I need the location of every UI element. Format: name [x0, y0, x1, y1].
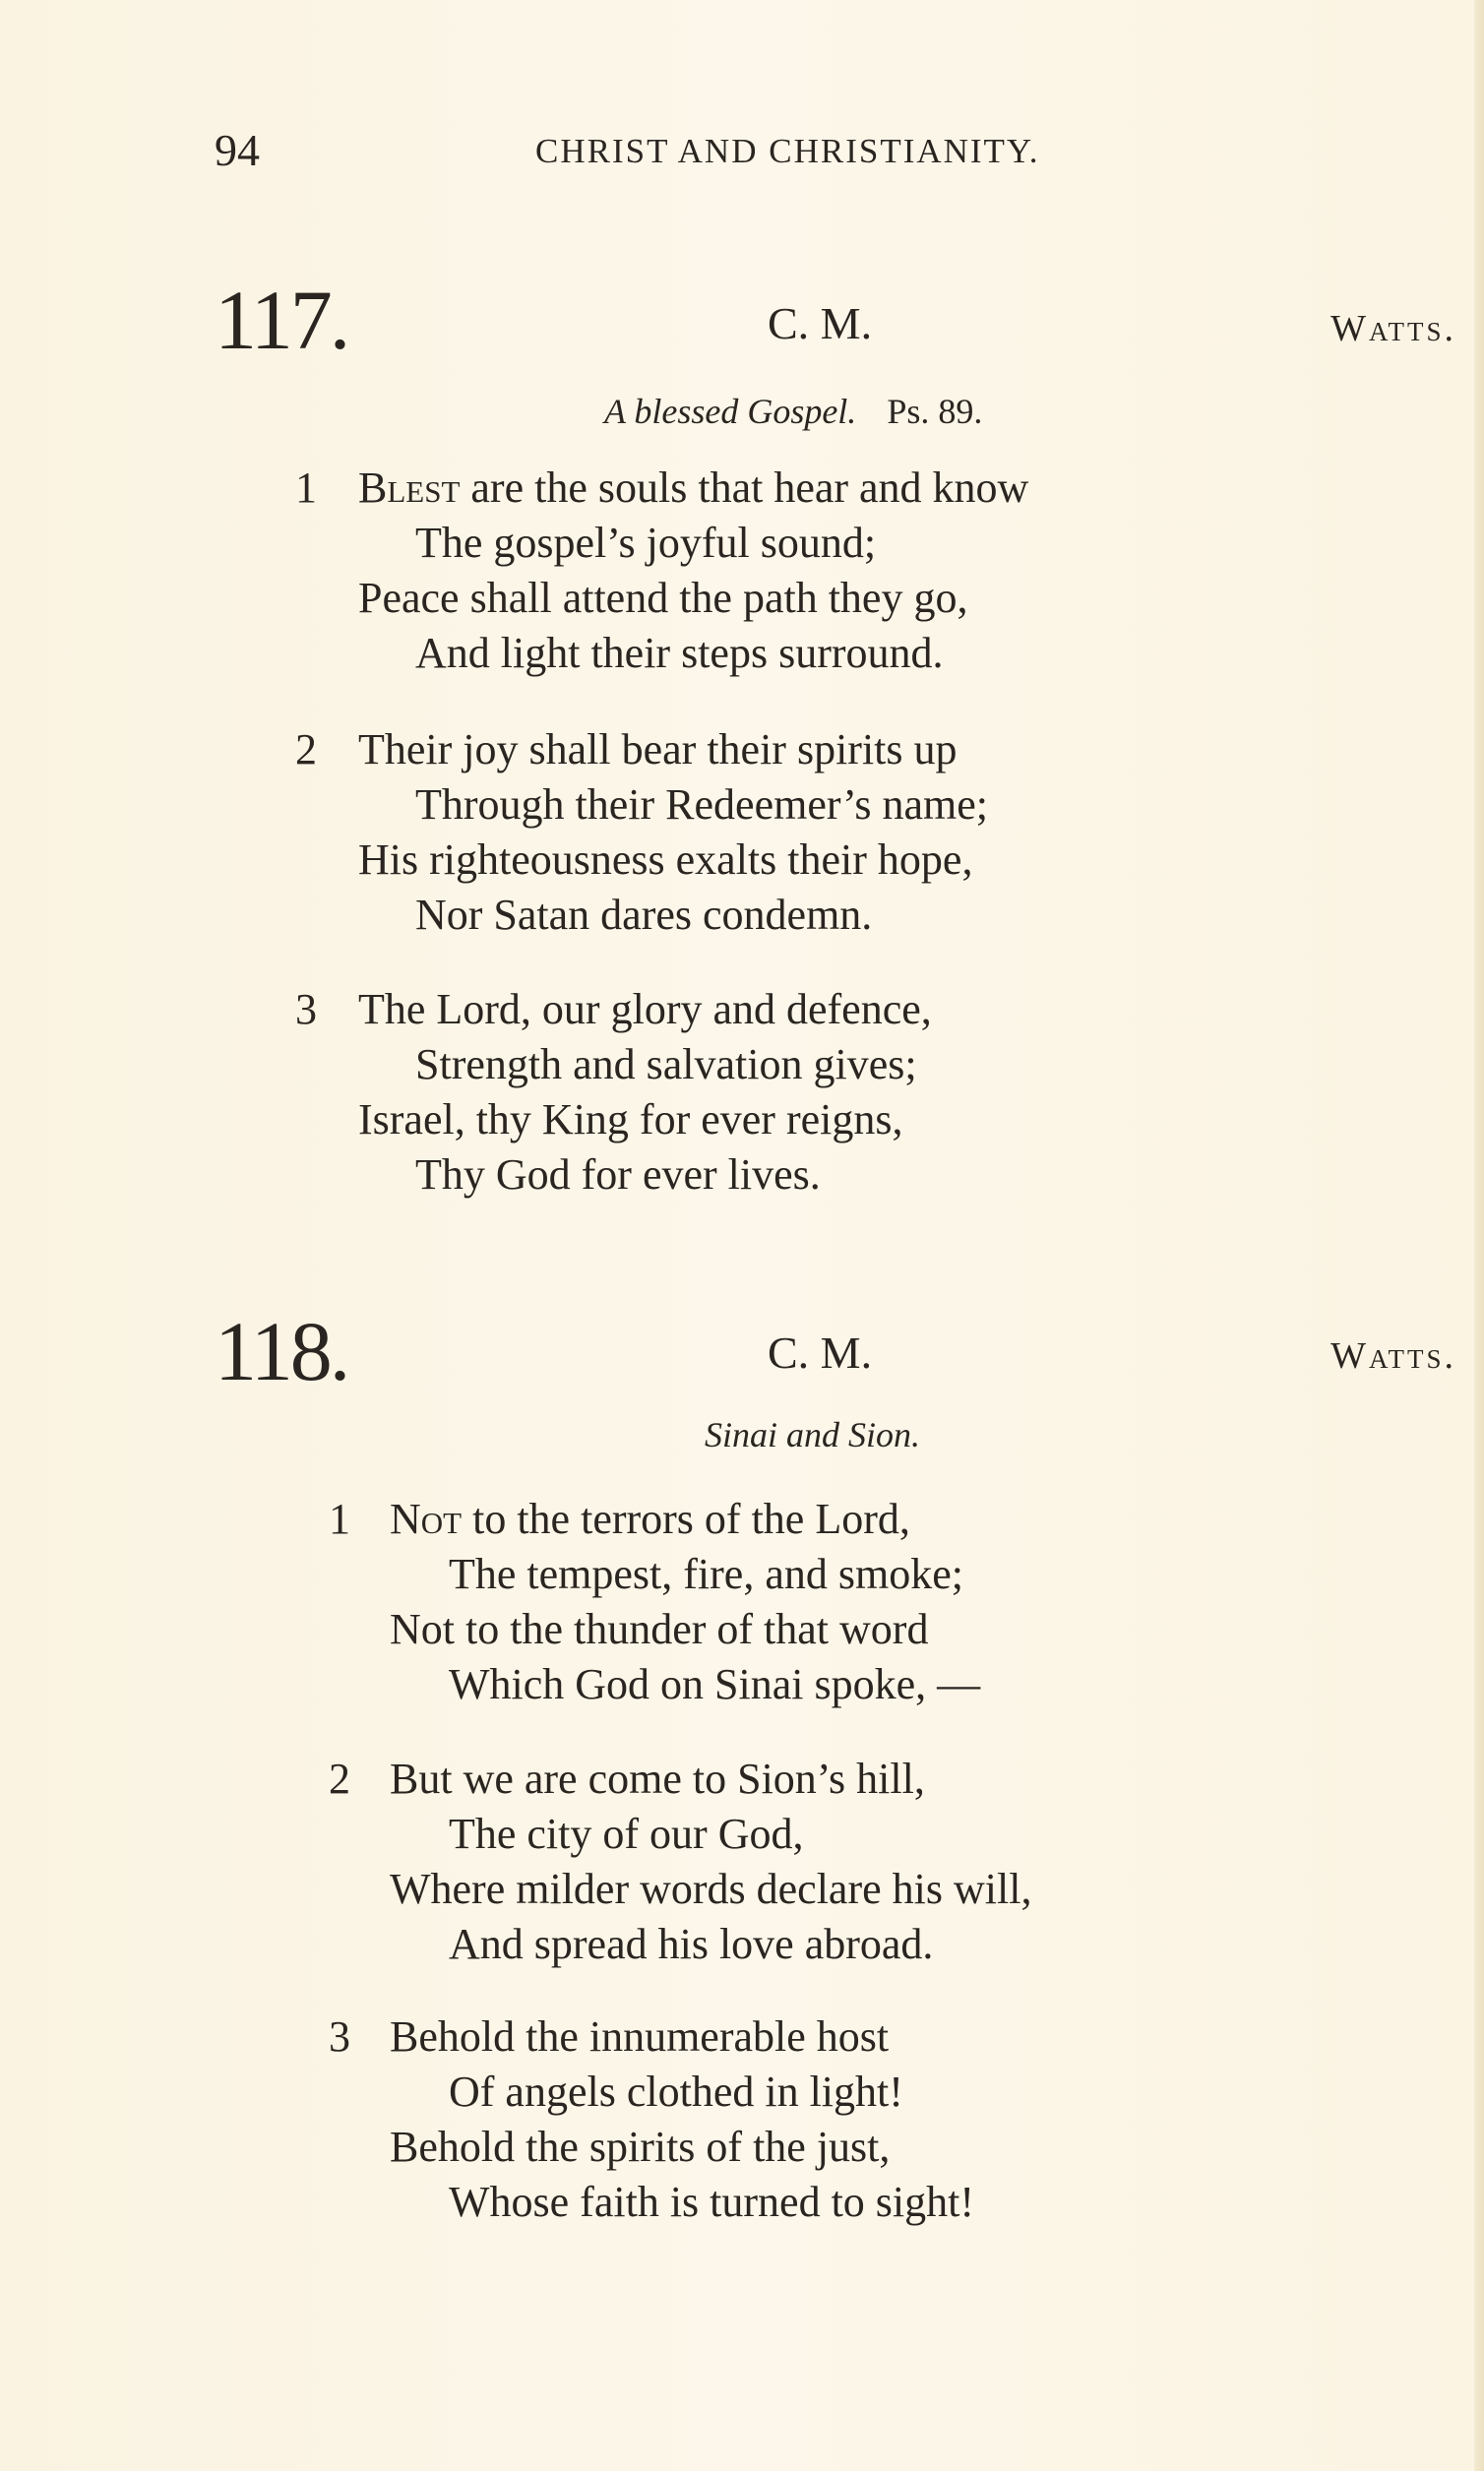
hymn-subtitle: [604, 390, 982, 433]
verse-number: 2: [295, 725, 317, 773]
verse-line-2: The city of our God,: [449, 1810, 804, 1858]
verse-number: 1: [329, 1495, 350, 1543]
hymn-author: Watts.: [1330, 1335, 1456, 1377]
verse-line-3: His righteousness exalts their hope,: [358, 835, 973, 884]
verse-line-2: Through their Redeemer’s name;: [415, 780, 988, 829]
running-head: [215, 126, 1199, 175]
verse-line-4: Nor Satan dares condemn.: [415, 891, 873, 939]
verse-line-2: The tempest, fire, and smoke;: [449, 1550, 963, 1598]
verse-line-4: And light their steps surround.: [415, 629, 944, 677]
running-title: CHRIST AND CHRISTIANITY.: [535, 132, 1040, 170]
line-rest: to the terrors of the Lord,: [462, 1495, 910, 1543]
verse-line-1: But we are come to Sion’s hill,: [390, 1755, 925, 1803]
line-rest: are the souls that hear and know: [460, 463, 1029, 512]
verse-line-4: And spread his love abroad.: [449, 1920, 934, 1968]
hymn-author: Watts.: [1330, 308, 1456, 349]
verse-line-4: Whose faith is turned to sight!: [449, 2178, 975, 2226]
verse-line-4: Thy God for ever lives.: [415, 1150, 821, 1199]
verse-line-3: Behold the spirits of the just,: [390, 2123, 891, 2171]
subtitle-text: Sinai and Sion.: [705, 1415, 921, 1454]
verse-line-1: Their joy shall bear their spirits up: [358, 725, 958, 773]
verse-number: 1: [295, 463, 317, 512]
hymn-subtitle: [705, 1413, 920, 1456]
verse-line-4: Which God on Sinai spoke, —: [449, 1660, 981, 1708]
verse-line-3: Where milder words declare his will,: [390, 1865, 1032, 1913]
verse-line-1: [390, 1492, 910, 1547]
page-number: 94: [215, 125, 260, 175]
first-word: Not: [390, 1495, 463, 1543]
verse-line-3: Israel, thy King for ever reigns,: [358, 1095, 903, 1143]
page-edge: [1474, 0, 1484, 2471]
verse-line-2: The gospel’s joyful sound;: [415, 519, 877, 567]
hymn-number: 117.: [215, 273, 348, 367]
verse-number: 3: [329, 2012, 350, 2061]
subtitle-text: A blessed Gospel.: [604, 392, 857, 431]
verse-line-1: The Lord, our glory and defence,: [358, 985, 932, 1033]
verse-line-2: Of angels clothed in light!: [449, 2068, 903, 2116]
hymn-meter: C. M.: [768, 298, 873, 348]
verse-line-3: Peace shall attend the path they go,: [358, 574, 968, 622]
verse-line-3: Not to the thunder of that word: [390, 1605, 929, 1653]
first-word: Blest: [358, 463, 461, 512]
subtitle-reference: Ps. 89.: [887, 392, 983, 431]
hymn-meter: C. M.: [768, 1328, 873, 1378]
verse-line-2: Strength and salvation gives;: [415, 1040, 917, 1088]
verse-line-1: Behold the innumerable host: [390, 2012, 890, 2061]
verse-number: 3: [295, 985, 317, 1033]
hymn-number: 118.: [215, 1304, 348, 1398]
verse-number: 2: [329, 1755, 350, 1803]
verse-line-1: [358, 461, 1028, 516]
